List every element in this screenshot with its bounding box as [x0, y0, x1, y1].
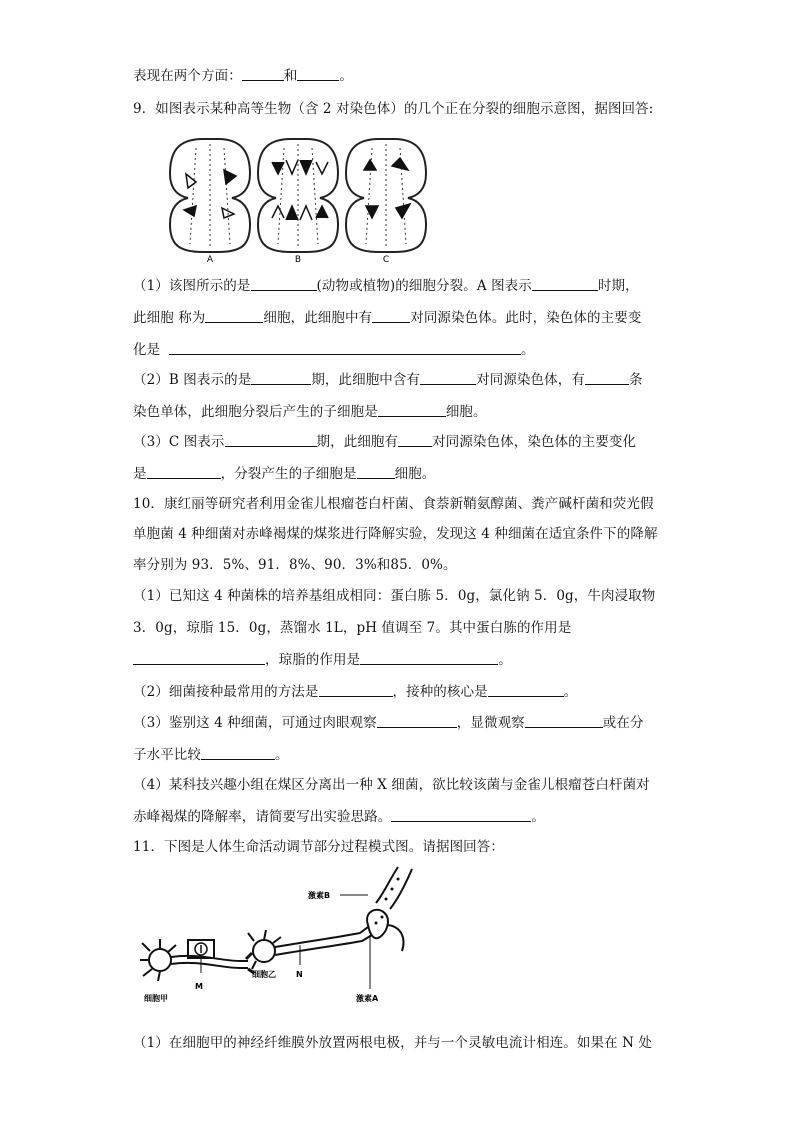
question-11-title: 11．下图是人体生命活动调节部分过程模式图。请据图回答：: [133, 839, 504, 855]
text-line: 此细胞 称为 细胞，此细胞中有 对同源染色体。此时，染色体的主要变: [133, 310, 642, 326]
m-label: M: [195, 982, 203, 991]
text-line: 化是 。: [133, 342, 535, 358]
figure-label: A: [206, 255, 214, 264]
answer-blank[interactable]: [225, 432, 317, 447]
hormone-b-label: 激素B: [308, 891, 331, 900]
text-line: 染色单体，此细胞分裂后产生的子细胞是 细胞。: [133, 404, 487, 420]
answer-blank[interactable]: [532, 276, 598, 291]
text-line: 表现在两个方面： 和 。: [133, 68, 354, 84]
answer-blank[interactable]: [377, 713, 457, 728]
answer-blank[interactable]: [420, 370, 476, 385]
answer-blank[interactable]: [205, 308, 263, 323]
answer-blank[interactable]: [391, 807, 531, 822]
hormone-a-label: 激素A: [356, 994, 379, 1003]
text-line: （1）已知这 4 种菌株的培养基组成相同：蛋白胨 5．0g，氯化钠 5．0g，牛肉浸取物: [133, 588, 656, 604]
n-label: N: [296, 970, 303, 979]
cell-jia-body: [149, 949, 171, 971]
text-line: 赤峰褐煤的降解率，请简要写出实验思路。 。: [133, 809, 546, 825]
text-line: （3）C 图表示 期，此细胞有 对同源染色体，染色体的主要变化: [133, 434, 637, 450]
text-line: （2）B 图表示的是 期，此细胞中含有 对同源染色体，有 条: [133, 372, 643, 388]
text-line: 3．0g，琼脂 15．0g，蒸馏水 1L，pH 值调至 7。其中蛋白胨的作用是: [133, 620, 572, 636]
question-10-text: 10．康红丽等研究者利用金雀儿根瘤苍白杆菌、食萘新鞘氨醇菌、粪产碱杆菌和荧光假: [133, 496, 654, 512]
text-line: （1）该图所示的是 (动物或植物)的细胞分裂。A 图表示 时期，: [133, 278, 639, 294]
text-line: 率分别为 93．5%、91．8%、90．3%和85．0%。: [133, 557, 457, 573]
neural-regulation-figure: [140, 865, 425, 1015]
answer-blank[interactable]: [133, 650, 265, 665]
answer-blank[interactable]: [488, 682, 564, 697]
answer-blank[interactable]: [297, 66, 339, 81]
cell-yi-body: [253, 940, 275, 962]
cell-division-figure: [166, 134, 428, 264]
answer-blank[interactable]: [372, 308, 410, 323]
answer-blank[interactable]: [360, 650, 498, 665]
text-line: （2）细菌接种最常用的方法是 ，接种的核心是 。: [133, 684, 578, 700]
text-line: （4）某科技兴趣小组在煤区分离出一种 X 细菌，欲比较该菌与金雀儿根瘤苍白杆菌对: [133, 777, 650, 793]
text-line: 单胞菌 4 种细菌对赤峰褐煤的煤浆进行降解实验，发现这 4 种细菌在适宜条件下的降解: [133, 526, 658, 542]
answer-blank[interactable]: [251, 370, 311, 385]
answer-blank[interactable]: [147, 464, 221, 479]
cell-jia-label: 细胞甲: [144, 994, 168, 1003]
answer-blank[interactable]: [251, 276, 317, 291]
answer-blank[interactable]: [525, 713, 603, 728]
answer-blank[interactable]: [585, 370, 629, 385]
answer-blank[interactable]: [319, 682, 393, 697]
text-line: ，琼脂的作用是 。: [133, 650, 512, 669]
text-line: 是 ，分裂产生的子细胞是 细胞。: [133, 466, 436, 482]
answer-blank[interactable]: [398, 432, 432, 447]
answer-blank[interactable]: [242, 66, 284, 81]
question-9-title: 9．如图表示某种高等生物（含 2 对染色体）的几个正在分裂的细胞示意图，据图回答:: [133, 101, 654, 117]
answer-blank[interactable]: [378, 402, 446, 417]
figure-label: C: [382, 255, 390, 264]
answer-blank[interactable]: [357, 464, 395, 479]
text-line: （3）鉴别这 4 种细菌，可通过肉眼观察 ，显微观察 或在分: [133, 715, 644, 731]
figure-label: B: [294, 255, 302, 264]
cell-yi-label: 细胞乙: [252, 970, 276, 979]
text-line: 子水平比较 。: [133, 747, 289, 763]
text-line: （1）在细胞甲的神经纤维膜外放置两根电极，并与一个灵敏电流计相连。如果在 N 处: [133, 1035, 652, 1051]
answer-blank[interactable]: [169, 340, 521, 355]
answer-blank[interactable]: [201, 745, 275, 760]
